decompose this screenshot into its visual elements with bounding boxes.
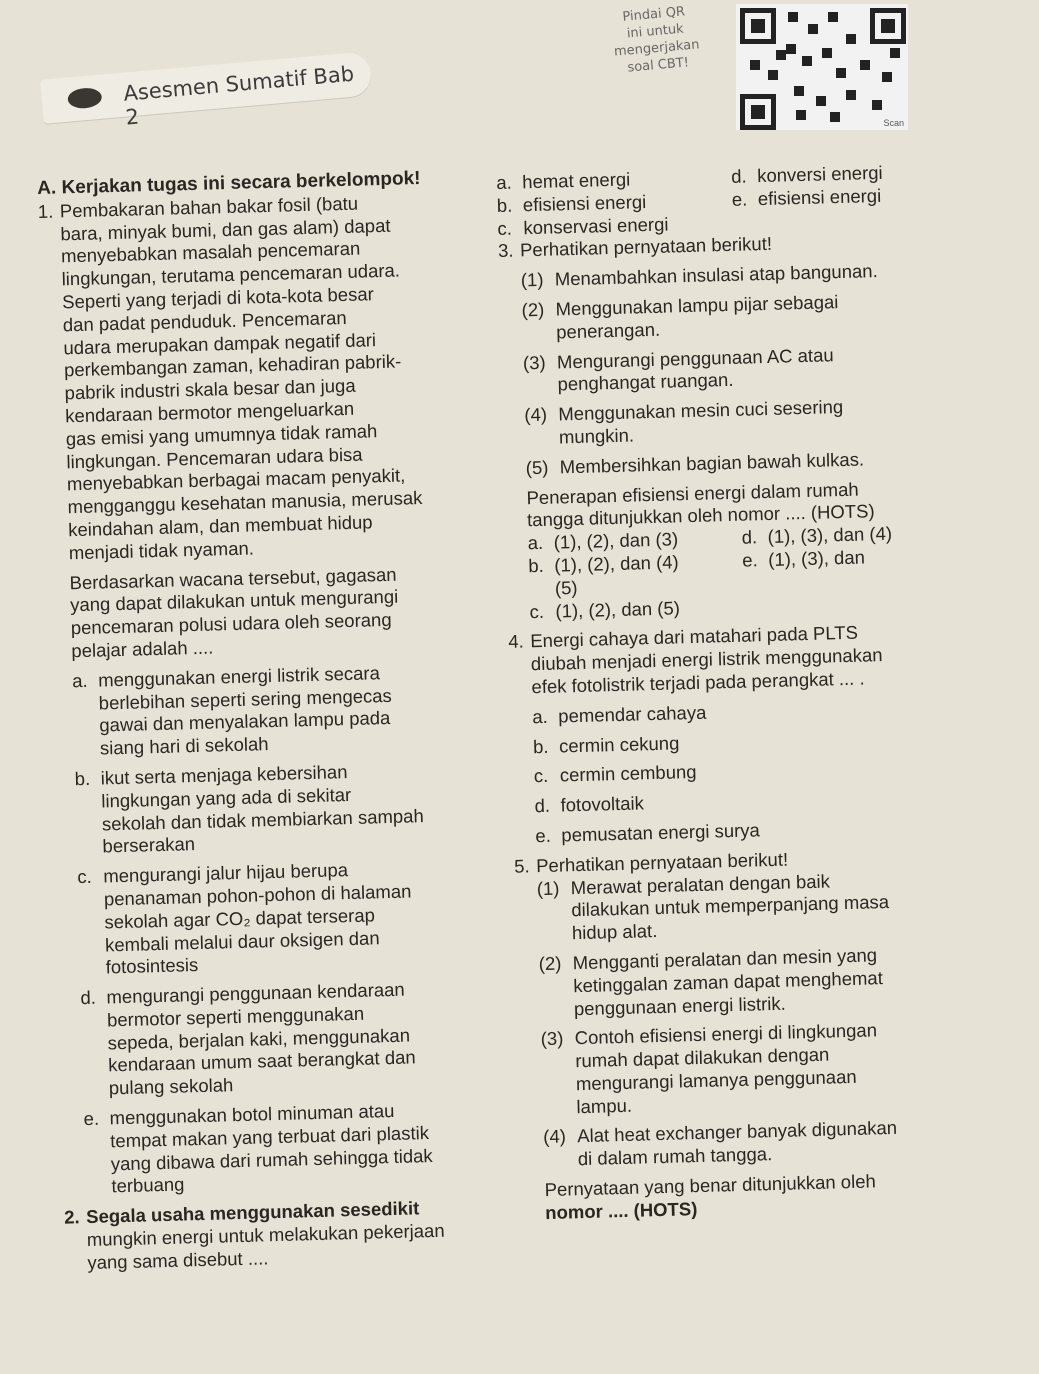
q4-option-d[interactable]: d. fotovoltaik xyxy=(534,792,645,817)
q3-option-c[interactable]: c. (1), (2), dan (5) xyxy=(529,596,681,622)
q3-statement-3: (3) Mengurangi penggunaan AC atau penghangat ruangan. xyxy=(522,343,834,395)
q3-statement-1: (1) Menambahkan insulasi atap bangunan. xyxy=(520,260,878,291)
q2-option-a[interactable]: a. hemat energi xyxy=(496,168,631,193)
q5-statement-3: (3) Contoh efisiensi energi di lingkungan rumah dapat dilakukan dengan mengurangi lamanya penggunaan lampu. xyxy=(540,1019,878,1117)
q4-option-e[interactable]: e. pemusatan energi surya xyxy=(535,819,761,847)
q4-option-c[interactable]: c. cermin cembung xyxy=(533,761,697,787)
q2-option-c[interactable]: c. konservasi energi xyxy=(497,213,669,239)
question-4: 4. Energi cahaya dari matahari pada PLTS diubah menjadi energi listrik menggunakan efek fotolistrik terjadi pada perangkat ... . a. pemendar cahaya b. cermin cekung c. cermin cembung d. fotovoltaik e. pemusatan energi surya xyxy=(508,618,1014,848)
q1-option-d[interactable]: d. mengurangi penggunaan kendaraan bermotor seperti menggunakan sepeda, berjalan kaki, menggunakan kendaraan umum saat berangkat dan pulang sekolah xyxy=(80,978,416,1099)
qr-caption: Scan xyxy=(883,118,904,128)
q2-options xyxy=(496,159,998,240)
section-banner xyxy=(40,51,373,130)
section-title: A. Kerjakan tugas ini secara berkelompok! xyxy=(37,167,421,199)
q1-option-e[interactable]: e. menggunakan botol minuman atau tempat makan yang terbuat dari plastik yang dibawa dari rumah sehingga tidak terbuang xyxy=(83,1100,433,1197)
q3-option-d[interactable]: d. (1), (3), dan (4) xyxy=(741,522,893,548)
q2-option-d[interactable]: d. konversi energi xyxy=(730,161,883,187)
q2-option-e[interactable]: e. efisiensi energi xyxy=(731,184,882,210)
q3-option-b[interactable]: b. (1), (2), dan (4) (5) xyxy=(528,551,679,599)
q3-options xyxy=(505,520,1007,624)
question-5: 5. Perhatikan pernyataan berikut! (1) Merawat peralatan dengan baik dilakukan untuk memperpanjang masa hidup alat. (2) Mengganti peralatan dan mesin yang ketinggalan zaman dapat menghemat penggunaan energi listrik. (3) Contoh efisiensi energi di lingkungan rumah dapat dilakukan dengan mengurangi lamanya penggunaan lampu. (4) Alat heat exchanger banyak digunakan di dalam rumah tangga. Pernyataan yang benar ditunjukkan oleh nomor .... (HOTS) xyxy=(514,842,1024,1225)
q1-option-a[interactable]: a. menggunakan energi listrik secara berlebihan seperti sering mengecas gawai dan menyalakan lampu pada siang hari di sekolah xyxy=(71,661,393,759)
q3-statement-5: (5) Membersihkan bagian bawah kulkas. xyxy=(525,448,865,479)
banner-title: Asesmen Sumatif Bab 2 xyxy=(122,61,355,130)
q1-option-c[interactable]: c. mengurangi jalur hijau berupa penanaman pohon-pohon di halaman sekolah agar CO₂ dapat terserap kembali melalui daur oksigen dan fotosintesis xyxy=(77,859,412,978)
banner-emblem-icon xyxy=(67,87,103,110)
question-2: 2. Segala usaha menggunakan sesedikit mungkin energi untuk melakukan pekerjaan yang sama disebut .... xyxy=(63,1197,445,1273)
question-3: 3. Perhatikan pernyataan berikut! (1) Menambahkan insulasi atap bangunan. (2) Menggunakan lampu pijar sebagai penerangan. (3) Mengurangi penggunaan AC atau penghangat ruangan. (4) Menggunakan mesin cuci sesering mungkin. (5) Membersihkan bagian bawah kulkas. Penerapan efisiensi energi dalam rumah tangga ditunjukkan oleh nomor .... (HOTS) a. (1), (2), dan (3) b. (1), (2), dan (4) (5) c. (1), (2), dan (5) d. (1), (3), dan (4) e. (1), (3), dan xyxy=(498,227,1008,624)
q5-statement-4: (4) Alat heat exchanger banyak digunakan di dalam rumah tangga. xyxy=(543,1117,898,1170)
q4-option-a[interactable]: a. pemendar cahaya xyxy=(531,701,707,727)
qr-instruction: Pindai QR ini untuk mengerjakan soal CBT! xyxy=(613,4,701,76)
question-1: 1. Pembakaran bahan bakar fosil (batu bara, minyak bumi, dan gas alam) dapat menyebabkan masalah pencemaran lingkungan, terutama pencemaran udara. Seperti yang terjadi di kota-kota besar dan padat penduduk. Pencemaran udara merupakan dampak negatif dari perkembangan zaman, kehadiran pabrik- pabrik industri skala besar dan juga kendaraan bermotor mengeluarkan gas emisi yang umumnya tidak ramah lingkungan. Pencemaran udara bisa menyebabkan berbagai macam penyakit, mengganggu kesehatan manusia, merusak keindahan alam, dan membuat hidup menjadi tidak nyaman. Berdasarkan wacana tersebut, gagasan yang dapat dilakukan untuk mengurangi pencemaran polusi udara oleh seorang pelajar adalah .... a. menggunakan energi listrik secara berlebihan seperti sering mengecas gawai dan menyalakan lampu pada siang hari di sekolah b. ikut serta menjaga kebersihan lingkungan yang ada di sekitar sekolah dan tidak membiarkan sampah berserakan c. mengurangi jalur hijau berupa penanaman pohon-pohon di halaman sekolah agar CO₂ dapat terserap kembali melalui daur oksigen dan fotosintesis d. mengurangi penggunaan kendaraan bermotor seperti menggunakan sepeda, berjalan kaki, menggunakan kendaraan umum saat berangkat dan pulang sekolah e. menggunakan botol minuman atau tempat makan yang terbuat dari plastik yang dibawa dari rumah sehingga tidak terbuang xyxy=(38,190,494,1200)
left-column xyxy=(37,167,496,1276)
q4-option-b[interactable]: b. cermin cekung xyxy=(532,731,680,757)
q3-statement-4: (4) Menggunakan mesin cuci sesering mungkin. xyxy=(524,396,844,448)
q5-statement-1: (1) Merawat peralatan dengan baik dilakukan untuk memperpanjang masa hidup alat. xyxy=(536,870,890,944)
q5-statement-2: (2) Mengganti peralatan dan mesin yang ketinggalan zaman dapat menghemat penggunaan energi listrik. xyxy=(538,944,884,1019)
q3-option-a[interactable]: a. (1), (2), dan (3) xyxy=(527,528,679,554)
qr-code-icon[interactable] xyxy=(736,4,908,130)
right-column xyxy=(496,159,1023,1225)
q1-option-b[interactable]: b. ikut serta menjaga kebersihan lingkungan yang ada di sekitar sekolah dan tidak membiarkan sampah berserakan xyxy=(74,761,424,857)
q3-statement-2: (2) Menggunakan lampu pijar sebagai penerangan. xyxy=(521,291,839,343)
q3-option-e[interactable]: e. (1), (3), dan xyxy=(741,546,866,571)
q2-option-b[interactable]: b. efisiensi energi xyxy=(496,190,647,216)
